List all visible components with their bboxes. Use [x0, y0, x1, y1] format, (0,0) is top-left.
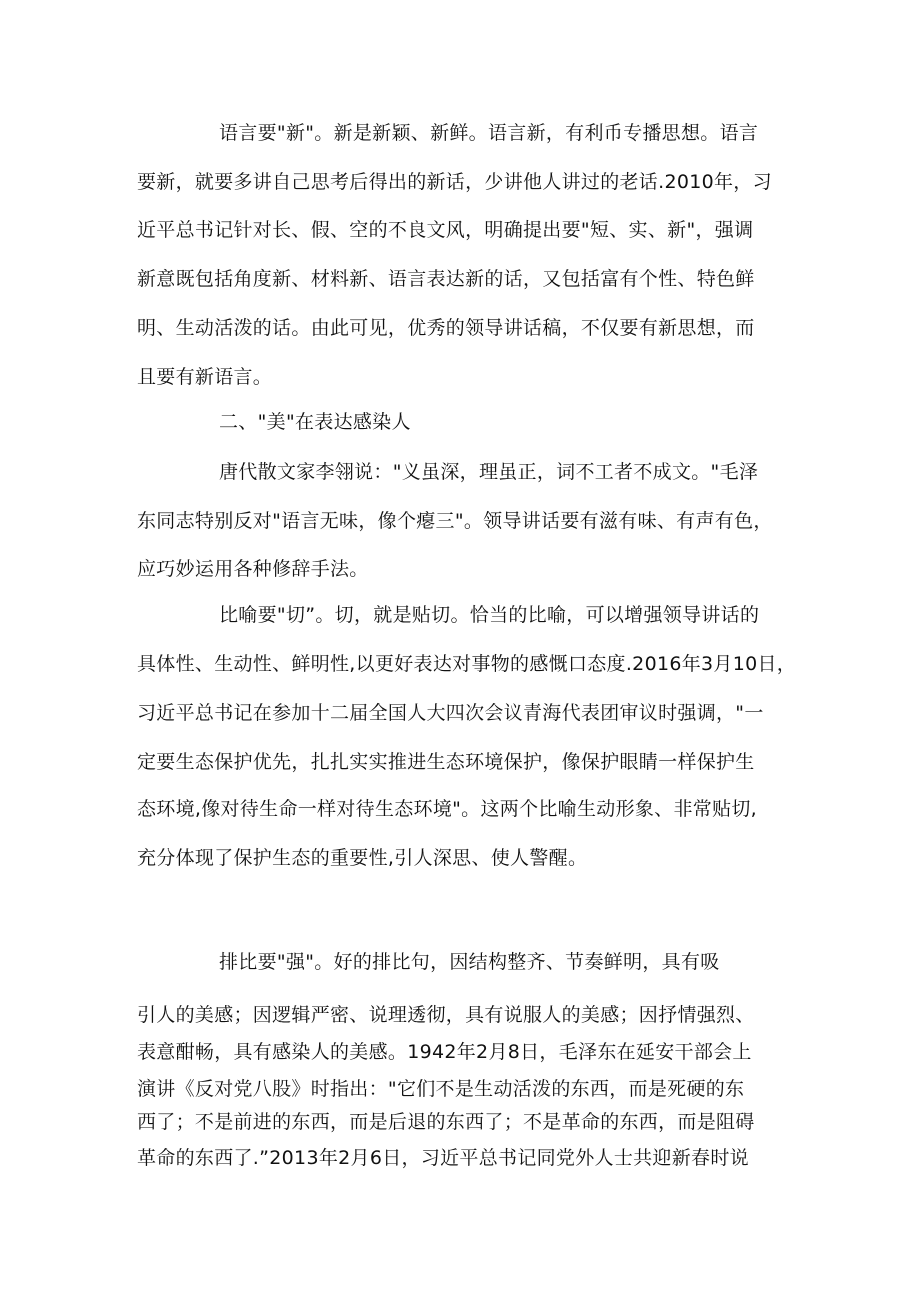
paragraph-line: 明、生动活泼的话。由此可见，优秀的领导讲话稿，不仅要有新思想，而	[137, 317, 755, 339]
paragraph-line: 革命的东西了.”2013年2月6日，习近平总书记同党外人士共迎新春时说	[137, 1147, 749, 1169]
paragraph-line: 习近平总书记在参加十二届全国人大四次会议青海代表团审议时强调，"一	[137, 702, 764, 724]
paragraph-line: 定要生态保护优先，扎扎实实推进生态环境保护，像保护眼睛一样保护生	[137, 751, 755, 773]
paragraph-line: 唐代散文家李翎说："义虽深，理虽正，词不工者不成文。"毛泽	[219, 461, 759, 483]
paragraph-line: 且要有新语言。	[137, 366, 273, 388]
paragraph-line: 新意既包括角度新、材料新、语言表达新的话，又包括富有个性、特色鲜	[137, 268, 755, 290]
paragraph-line: 排比要"强"。好的排比句，因结构整齐、节奏鲜明，具有吸	[219, 951, 720, 973]
paragraph-line: 要新，就要多讲自己思考后得出的新话，少讲他人讲过的老话.2010年，习	[137, 171, 772, 193]
section-heading: 二、"美"在表达感染人	[219, 411, 411, 433]
paragraph-line: 态环境,像对待生命一样对待生态环境"。这两个比喻生动形象、非常贴切,	[137, 798, 758, 820]
paragraph-line: 东同志特别反对"语言无味，像个瘪三"。领导讲话要有滋有味、有声有色，	[137, 510, 773, 532]
paragraph-line: 表意酣畅，具有感染人的美感。1942年2月8日，毛泽东在延安干部会上	[137, 1041, 752, 1063]
paragraph-line: 具体性、生动性、鲜明性,以更好表达对事物的感慨口态度.2016年3月10日，	[137, 653, 797, 675]
paragraph-line: 比喻要"切”。切，就是贴切。恰当的比喻，可以增强领导讲话的	[219, 604, 760, 626]
paragraph-line: 应巧妙运用各种修辞手法。	[137, 558, 369, 580]
paragraph-line: 语言要"新"。新是新颖、新鲜。语言新，有利币专播思想。语言	[219, 122, 759, 144]
paragraph-line: 演讲《反对党八股》时指出："它们不是生动活泼的东西，而是死硬的东	[137, 1078, 745, 1100]
paragraph-line: 引人的美感；因逻辑严密、说理透彻，具有说服人的美感；因抒情强烈、	[137, 1004, 755, 1026]
paragraph-line: 西了；不是前进的东西，而是后退的东西了；不是革命的东西，而是阻碍	[137, 1111, 755, 1133]
paragraph-line: 近平总书记针对长、假、空的不良文风，明确提出要"短、实、新"，强调	[137, 219, 754, 241]
paragraph-line: 充分体现了保护生态的重要性,引人深思、使人警醒。	[137, 847, 588, 869]
